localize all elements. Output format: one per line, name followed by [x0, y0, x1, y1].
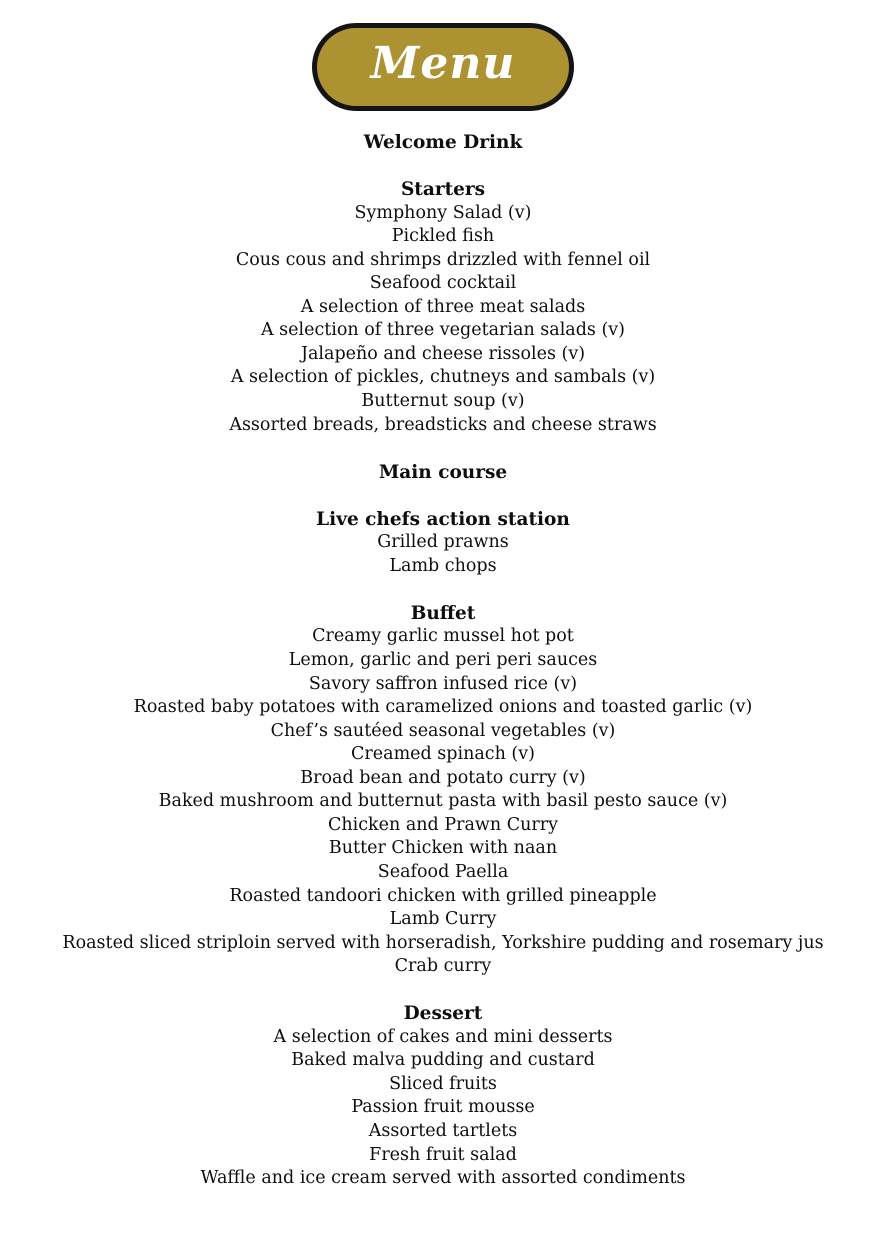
menu-item: Seafood cocktail: [369, 273, 517, 294]
menu-section: [0, 602, 886, 979]
menu-item: Fresh fruit salad: [369, 1144, 517, 1165]
menu-section: [0, 1002, 886, 1190]
menu-item: A selection of pickles, chutneys and sambals (v): [230, 367, 656, 388]
menu-item: Chef’s sautéed seasonal vegetables (v): [270, 720, 616, 741]
menu-item: Lamb Curry: [389, 909, 497, 930]
menu-item: Passion fruit mousse: [351, 1097, 535, 1118]
section-heading: Dessert: [403, 1003, 483, 1025]
section-heading: Main course: [378, 461, 508, 483]
menu-item: Chicken and Prawn Curry: [328, 814, 558, 835]
menu-item: Assorted breads, breadsticks and cheese straws: [229, 414, 657, 435]
menu-item: Butternut soup (v): [361, 391, 525, 412]
menu-item: Baked malva pudding and custard: [291, 1050, 595, 1071]
menu-item: Roasted sliced striploin served with horseradish, Yorkshire pudding and rosemary jus: [62, 932, 824, 953]
menu-item: Assorted tartlets: [368, 1120, 518, 1141]
menu-item: Jalapeño and cheese rissoles (v): [300, 343, 586, 364]
menu-section: [0, 178, 886, 437]
menu-item: Baked mushroom and butternut pasta with basil pesto sauce (v): [158, 791, 728, 812]
menu-item: Roasted tandoori chicken with grilled pineapple: [229, 885, 657, 906]
menu-item: Sliced fruits: [389, 1073, 497, 1094]
section-heading: Welcome Drink: [363, 132, 523, 153]
menu-item: A selection of cakes and mini desserts: [273, 1026, 613, 1047]
menu-title: Menu: [370, 38, 516, 89]
menu-title-badge: [312, 23, 574, 111]
menu-section: [0, 461, 886, 485]
menu-item: Pickled fish: [391, 226, 495, 247]
menu-item: Seafood Paella: [377, 861, 509, 882]
menu-item: A selection of three vegetarian salads (v): [260, 320, 626, 341]
menu-item: Lamb chops: [389, 555, 497, 576]
menu-item: Roasted baby potatoes with caramelized onions and toasted garlic (v): [133, 697, 753, 718]
menu-item: Creamy garlic mussel hot pot: [312, 626, 574, 647]
menu-sections: [0, 131, 886, 1191]
menu-item: Waffle and ice cream served with assorted condiments: [200, 1168, 686, 1189]
menu-item: Cous cous and shrimps drizzled with fennel oil: [235, 249, 651, 270]
menu-section: [0, 508, 886, 579]
menu-item: Savory saffron infused rice (v): [308, 673, 578, 694]
menu-item: Butter Chicken with naan: [328, 838, 558, 859]
menu-item: Crab curry: [394, 956, 492, 977]
menu-item: Symphony Salad (v): [354, 202, 532, 223]
menu-item: Grilled prawns: [377, 532, 509, 553]
menu-section: [0, 131, 886, 155]
section-heading: Live chefs action station: [316, 508, 570, 530]
section-heading: Buffet: [410, 602, 476, 624]
menu-item: A selection of three meat salads: [300, 296, 586, 317]
menu-item: Lemon, garlic and peri peri sauces: [288, 650, 598, 671]
menu-item: Broad bean and potato curry (v): [300, 767, 586, 788]
menu-item: Creamed spinach (v): [351, 744, 535, 765]
section-heading: Starters: [400, 179, 486, 201]
